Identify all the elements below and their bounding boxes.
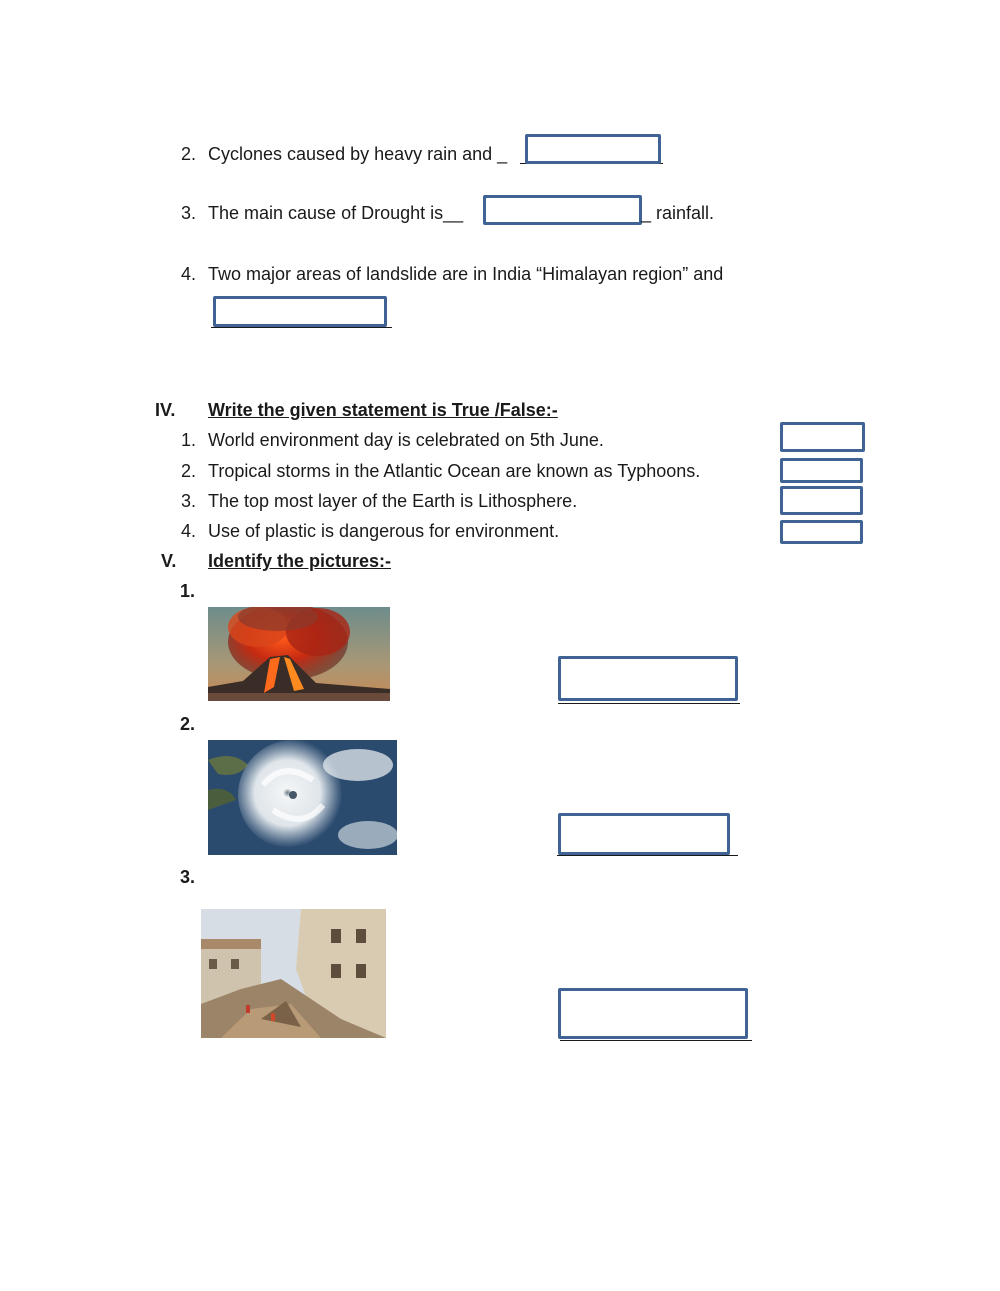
picture-number: 1. [180,581,196,601]
blank-underline [557,855,738,856]
earthquake-rubble-photo [201,909,386,1038]
statement-text: Tropical storms in the Atlantic Ocean are known as Typhoons. [208,461,701,481]
true-false-input-3[interactable] [780,486,863,515]
answer-input-picture-1[interactable] [558,656,738,701]
question-number: 1. [180,430,196,450]
question-number: 3. [180,203,196,223]
statement-text: Use of plastic is dangerous for environment. [208,521,560,541]
section-heading: Write the given statement is True /False:- [208,400,558,420]
answer-input-drought-cause[interactable] [483,195,642,225]
picture-number: 2. [180,714,196,734]
answer-input-picture-3[interactable] [558,988,748,1039]
blank-underline [560,1040,752,1041]
true-false-input-2[interactable] [780,458,863,483]
question-text: Two major areas of landslide are in India “Himalayan region” and [208,264,724,284]
picture-number: 3. [180,867,196,887]
section-numeral: IV. [155,400,176,420]
question-text-suffix: _ rainfall. [641,203,715,223]
blank-underline [558,703,740,704]
blank-underline [211,327,392,328]
question-number: 4. [180,521,196,541]
statement-text: World environment day is celebrated on 5th June. [208,430,604,450]
cyclone-satellite-photo [208,740,397,855]
answer-input-landslide-region[interactable] [213,296,387,327]
question-number: 3. [180,491,196,511]
answer-input-picture-2[interactable] [558,813,730,855]
question-number: 2. [180,461,196,481]
true-false-input-4[interactable] [780,520,863,544]
answer-input-cyclone-cause[interactable] [525,134,661,164]
question-number: 4. [180,264,196,284]
section-heading: Identify the pictures:- [208,551,392,571]
question-text: Cyclones caused by heavy rain and _ [208,144,508,164]
section-numeral: V. [161,551,177,571]
question-number: 2. [180,144,196,164]
true-false-input-1[interactable] [780,422,865,452]
statement-text: The top most layer of the Earth is Lithosphere. [208,491,578,511]
volcano-eruption-photo [208,607,390,701]
question-text: The main cause of Drought is__ [208,203,464,223]
